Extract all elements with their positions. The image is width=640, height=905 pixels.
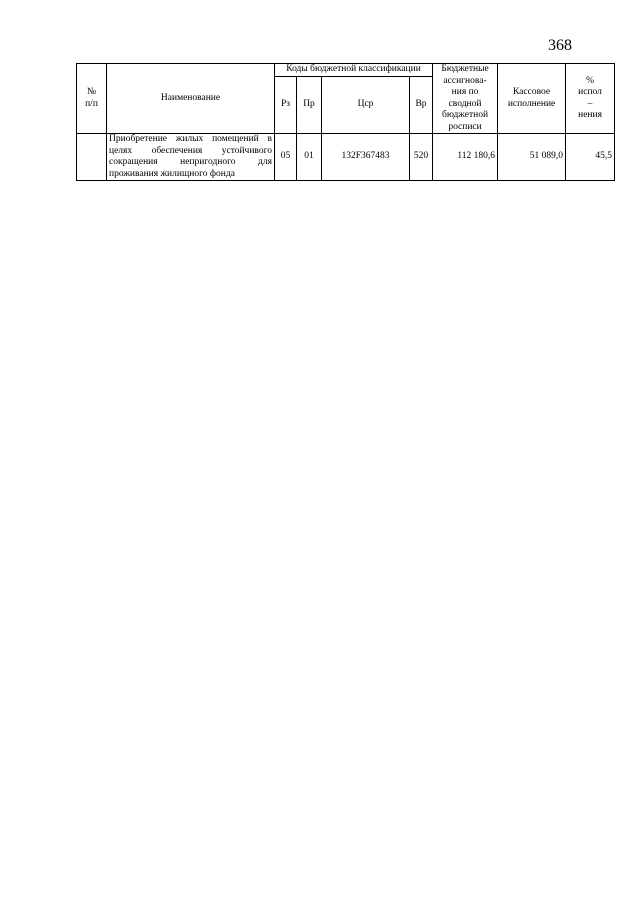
cell-budget-allocations: 112 180,6 [433,134,498,181]
page-number: 368 [548,37,572,54]
budget-execution-table [76,63,615,181]
header-row-number: № п/п [77,64,107,134]
header-cash-execution: Кассовое исполнение [498,64,566,134]
cell-rz: 05 [275,134,297,181]
cell-name: Приобретение жилых помещений в целях обеспечения устойчивого сокращения непригодного для проживания жилищного фонда [107,134,275,181]
cell-pr: 01 [297,134,322,181]
header-execution-percent: % испол – нения [566,64,615,134]
header-pr: Пр [297,76,322,133]
header-classification-codes: Коды бюджетной классификации [275,64,433,77]
cell-cash-execution: 51 089,0 [498,134,566,181]
header-vr: Вр [410,76,433,133]
header-name: Наименование [107,64,275,134]
header-csr: Цср [322,76,410,133]
cell-vr: 520 [410,134,433,181]
table-row [77,134,615,181]
header-rz: Рз [275,76,297,133]
cell-csr: 132F367483 [322,134,410,181]
cell-execution-percent: 45,5 [566,134,615,181]
cell-row-number [77,134,107,181]
header-budget-allocations: Бюджетные ассигнова- ния по сводной бюджетной росписи [433,64,498,134]
